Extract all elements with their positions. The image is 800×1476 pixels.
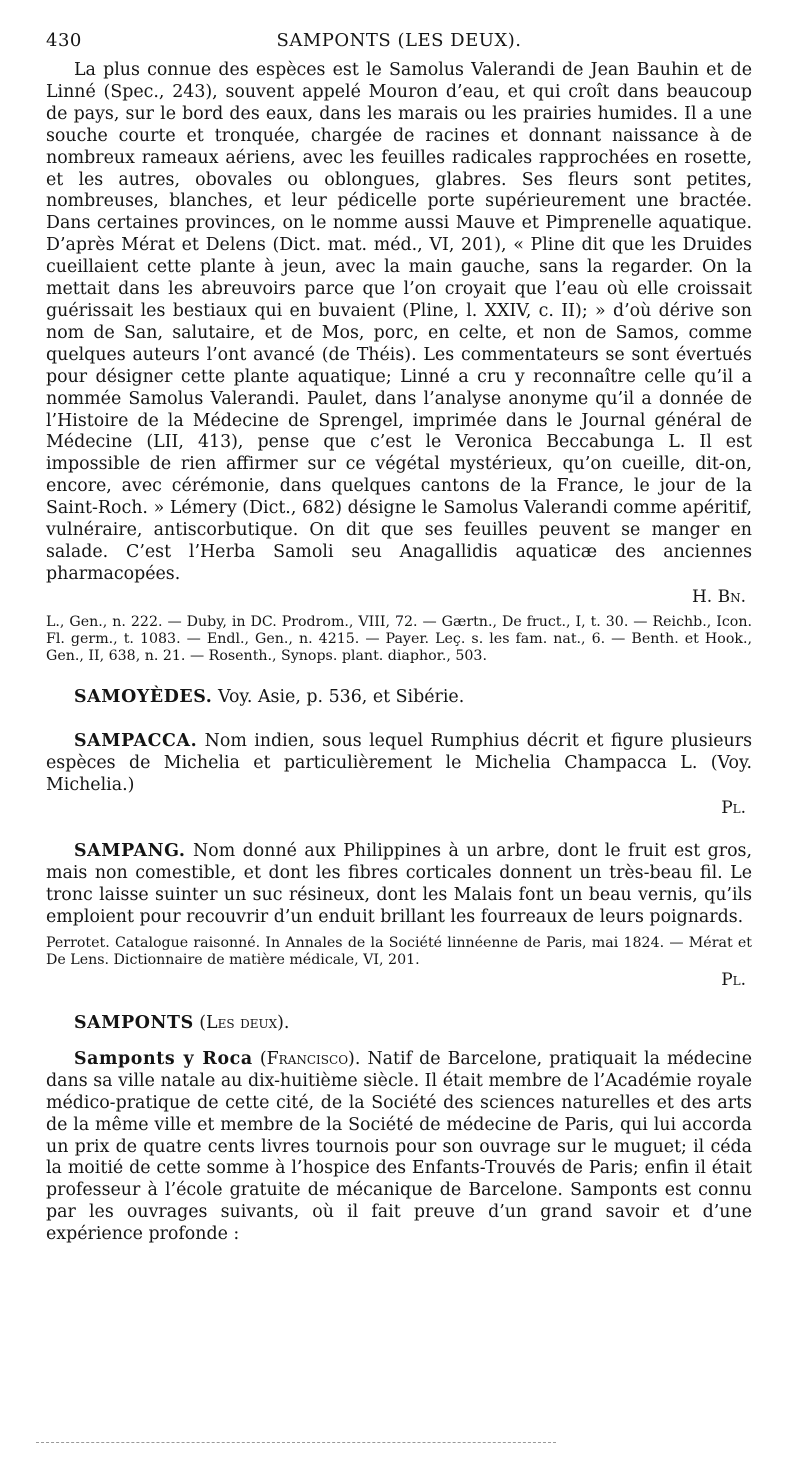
headword-samponts: SAMPONTS	[74, 1013, 194, 1034]
samolus-signature: H. Bn.	[691, 586, 746, 607]
headword-sampacca: SAMPACCA.	[74, 731, 198, 752]
entry-samponts-heading	[46, 1013, 752, 1035]
headword-samponts-rest: (Les deux).	[199, 1013, 290, 1034]
sampacca-signature: Pl.	[721, 797, 746, 818]
samoyedes-text: Voy. Asie, p. 536, et Sibérie.	[217, 687, 465, 708]
sampacca-text: Nom indien, sous lequel Rumphius décrit et figure plusieurs espèces de Michelia et particulièrement le Michelia Champacca L. (Voy. Michelia.)	[46, 731, 752, 796]
sampang-signature: Pl.	[721, 970, 746, 991]
sampang-bibliography: Perrotet. Catalogue raisonné. In Annales de la Société linnéenne de Paris, mai 1824. — Mérat et De Lens. Dictionnaire de matière médicale, VI, 201.	[46, 934, 752, 968]
running-head	[46, 22, 752, 56]
page-number: 430	[46, 30, 82, 51]
footer-rule	[36, 1442, 556, 1443]
subhead-forename: (Francisco).	[259, 1048, 361, 1069]
entry-sampacca	[46, 731, 752, 797]
headword-samoyedes: SAMOYÈDES.	[74, 687, 213, 708]
sampang-text: Nom donné aux Philippines à un arbre, dont le fruit est gros, mais non comestible, et dont les fibres corticales donnent un très-beau fil. Le tronc laisse suinter un suc résineux, dont les Malais font un beau vernis, qu’ils emploient pour recouvrir d’un enduit brillant les fourreaux de leurs poignards.	[46, 840, 753, 927]
entry-samponts-y-roca	[46, 1049, 752, 1246]
running-title: SAMPONTS (LES DEUX).	[276, 30, 522, 51]
samponts-text: Natif de Barcelone, pratiquait la médecine dans sa ville natale au dix-huitième siècle. Il était membre de l’Académie royale médico-pratique de cette cité, de la Société des sciences naturelles et des arts de la même ville et membre de la Société de médecine de Paris, qui lui accorda un prix de quatre cents livres tournois pour son ouvrage sur le muguet; il céda la moitié de cette somme à l’hospice des Enfants-Trouvés de Paris; enfin il était professeur à l’école gratuite de mécanique de Barcelone. Samponts est connu par les ouvrages suivants, où il fait preuve d’un grand savoir et d’une expérience profonde :	[46, 1048, 753, 1245]
entry-samoyedes	[46, 687, 752, 709]
headword-sampang: SAMPANG.	[74, 840, 186, 861]
samolus-paragraph: La plus connue des espèces est le Samolus Valerandi de Jean Bauhin et de Linné (Spec., 243), souvent appelé Mouron d’eau, et qui croît dans beaucoup de pays, sur le bord des eaux, dans les marais ou les prairies humides. Il a une souche courte et tronquée, chargée de racines et donnant naissance à de nombreux rameaux aériens, avec les feuilles radicales rapprochées en rosette, et les autres, obovales ou oblongues, glabres. Ses fleurs sont petites, nombreuses, blanches, et leur pédicelle porte supérieurement une bractée. Dans certaines provinces, on le nomme aussi Mauve et Pimprenelle aquatique. D’après Mérat et Delens (Dict. mat. méd., VI, 201), « Pline dit que les Druides cueillaient cette plante à jeun, avec la main gauche, sans la regarder. On la mettait dans les abreuvoirs parce que l’on croyait que l’eau où elle croissait guérissait les bestiaux qui en buvaient (Pline, l. XXIV, c. II); » d’où dérive son nom de San, salutaire, et de Mos, porc, en celte, et non de Samos, comme quelques auteurs l’ont avancé (de Théis). Les commentateurs se sont évertués pour désigner cette plante aquatique; Linné a cru y reconnaître celle qu’il a nommée Samolus Valerandi. Paulet, dans l’analyse anonyme qu’il a donnée de l’Histoire de la Médecine de Sprengel, imprimée dans le Journal général de Médecine (LII, 413), pense que c’est le Veronica Beccabunga L. Il est impossible de rien affirmer sur ce végétal mystérieux, qu’on cueille, dit-on, encore, avec cérémonie, dans quelques cantons de la France, le jour de la Saint-Roch. » Lémery (Dict., 682) désigne le Samolus Valerandi comme apéritif, vulnéraire, antiscorbutique. On dit que ses feuilles peuvent se manger en salade. C’est l’Herba Samoli seu Anagallidis aquaticæ des anciennes pharmacopées.	[46, 60, 752, 584]
subhead-samponts-y-roca: Samponts y Roca	[74, 1048, 253, 1069]
entry-sampang	[46, 841, 752, 929]
samolus-bibliography: L., Gen., n. 222. — Duby, in DC. Prodrom., VIII, 72. — Gærtn., De fruct., I, t. 30. — Reichb., Icon. Fl. germ., t. 1083. — Endl., Gen., n. 4215. — Payer. Leç. s. les fam. nat., 6. — Benth. et Hook., Gen., II, 638, n. 21. — Rosenth., Synops. plant. diaphor., 503.	[46, 613, 752, 665]
